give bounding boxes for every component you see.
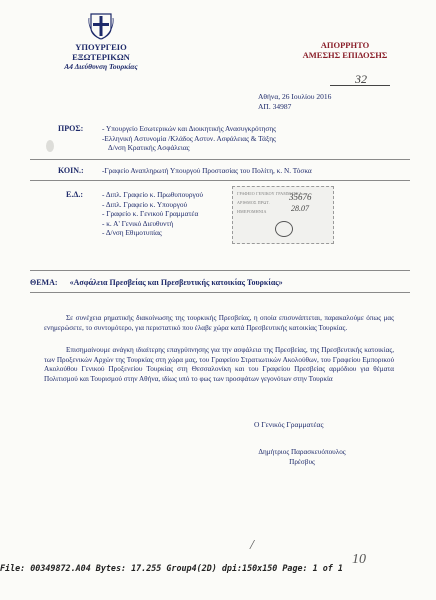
handwritten-mark: / <box>250 538 254 553</box>
classification-secret: ΑΠΟΡΡΗΤΟ <box>320 40 370 50</box>
ed-label: Ε.Δ.: <box>66 190 84 199</box>
ed-list <box>102 190 232 238</box>
fax-footer: File: 00349872.A04 Bytes: 17.255 Group4(2D) dpi:150x150 Page: 1 of 1 <box>0 563 343 573</box>
subject-text: «Ασφάλεια Πρεσβείας και Πρεσβευτικής κατοικίας Τουρκίας» <box>69 278 283 287</box>
divider <box>30 270 410 271</box>
signature-title: Ο Γενικός Γραμματέας <box>254 420 324 429</box>
pros-item: Δ/νση Κρατικής Ασφάλειας <box>108 143 190 152</box>
body-paragraph-1: Σε συνέχεια ρηματικής διακοίνωσης της τουρκικής Πρεσβείας, η οποία επισυνάπτεται, παρακαλούμε όπως μας ενημερώσετε, το συντομότερο, για περιστατικό που έλαβε χώρα κατά Πρεσβευτικής κατοικίας Τουρκίας. <box>44 314 394 332</box>
divider <box>30 159 410 160</box>
department-name: Α4 Διεύθυνση Τουρκίας <box>64 62 138 71</box>
stamp-line: ΓΡΑΦΕΙΟ ΓΕΝΙΚΟΥ ΓΡΑΜΜΑΤΕΑ <box>237 191 302 196</box>
date-block <box>258 92 331 112</box>
signatory-name: Δημήτριος Παρασκευόπουλος <box>258 448 346 456</box>
divider <box>30 180 410 181</box>
stamp-line: ΗΜΕΡΟΜΗΝΙΑ <box>237 209 267 214</box>
registry-stamp <box>232 186 334 244</box>
pros-item: -Ελληνική Αστυνομία /Κλάδος Αστυν. Ασφάλειας & Τάξης <box>102 133 276 143</box>
ed-item: - Διπλ. Γραφείο κ. Υπουργού <box>102 199 188 209</box>
signature-block <box>242 448 362 467</box>
pros-list <box>102 124 402 153</box>
subject-label: ΘΕΜΑ: <box>30 278 58 287</box>
koin-label: ΚΟΙΝ.: <box>58 166 84 175</box>
reference-number: ΑΠ. 34987 <box>258 102 292 111</box>
stamp-initials-mark <box>275 221 293 237</box>
stamp-line: ΑΡΙΘΜΟΣ ΠΡΩΤ. <box>237 200 270 205</box>
ed-item: - κ. Α' Γενικό Διευθυντή <box>102 218 174 228</box>
scan-smudge <box>46 140 54 152</box>
koin-list <box>102 166 402 176</box>
ministry-name: ΥΠΟΥΡΓΕΙΟ ΕΞΩΤΕΡΙΚΩΝ <box>72 42 130 62</box>
ed-item: - Γραφείο κ. Γενικού Γραμματέα <box>102 209 199 218</box>
classification-urgent: ΑΜΕΣΗΣ ΕΠΙΔΟΣΗΣ <box>302 50 388 60</box>
pros-item: - Υπουργείο Εσωτερικών και Διοικητικής Ανασυγκρότησης <box>102 124 277 133</box>
handwritten-underline <box>330 85 390 86</box>
ed-item: - Δ/νση Εθιμοτυπίας <box>102 228 162 237</box>
ministry-heading <box>46 42 156 72</box>
greek-emblem-icon <box>88 12 114 40</box>
stamp-handwritten-number: 35676 <box>289 192 312 202</box>
ed-item: - Διπλ. Γραφείο κ. Πρωθυπουργού <box>102 190 203 199</box>
stamp-handwritten-date: 28.07 <box>291 204 309 213</box>
signatory-role: Πρέσβυς <box>289 457 315 466</box>
classification <box>290 40 400 60</box>
document-date: Αθήνα, 26 Ιουλίου 2016 <box>258 92 332 101</box>
handwritten-number: 32 <box>355 72 367 86</box>
body-paragraph-2: Επισημαίνουμε ανάγκη ιδιαίτερης επαγρύπνησης για την ασφάλεια της Πρεσβείας, της Πρεσβευτικής κατοικίας, των Προξενικών Αρχών της Τουρκίας στη χώρα μας, του Γραφείου Στρατιωτικών Ακολούθων, του Γραφείου Εμπορικού Ακολούθου Γενικού Προξενείου Τουρκίας στη Θεσσαλονίκη και του Γραφείου Πρεσβείας αρμόδιου για θέματα Πολιτισμού και Τουρισμού στην Αθήνα, ιδίως υπό το φως των προσφάτων γεγονότων στην Τουρκία <box>44 346 394 384</box>
handwritten-page-mark: 10 <box>352 552 366 567</box>
pros-label: ΠΡΟΣ: <box>58 124 84 133</box>
subject-line <box>30 278 283 287</box>
divider <box>30 292 410 293</box>
koin-item: -Γραφείο Αναπληρωτή Υπουργού Προστασίας του Πολίτη, κ. Ν. Τόσκα <box>102 166 312 175</box>
